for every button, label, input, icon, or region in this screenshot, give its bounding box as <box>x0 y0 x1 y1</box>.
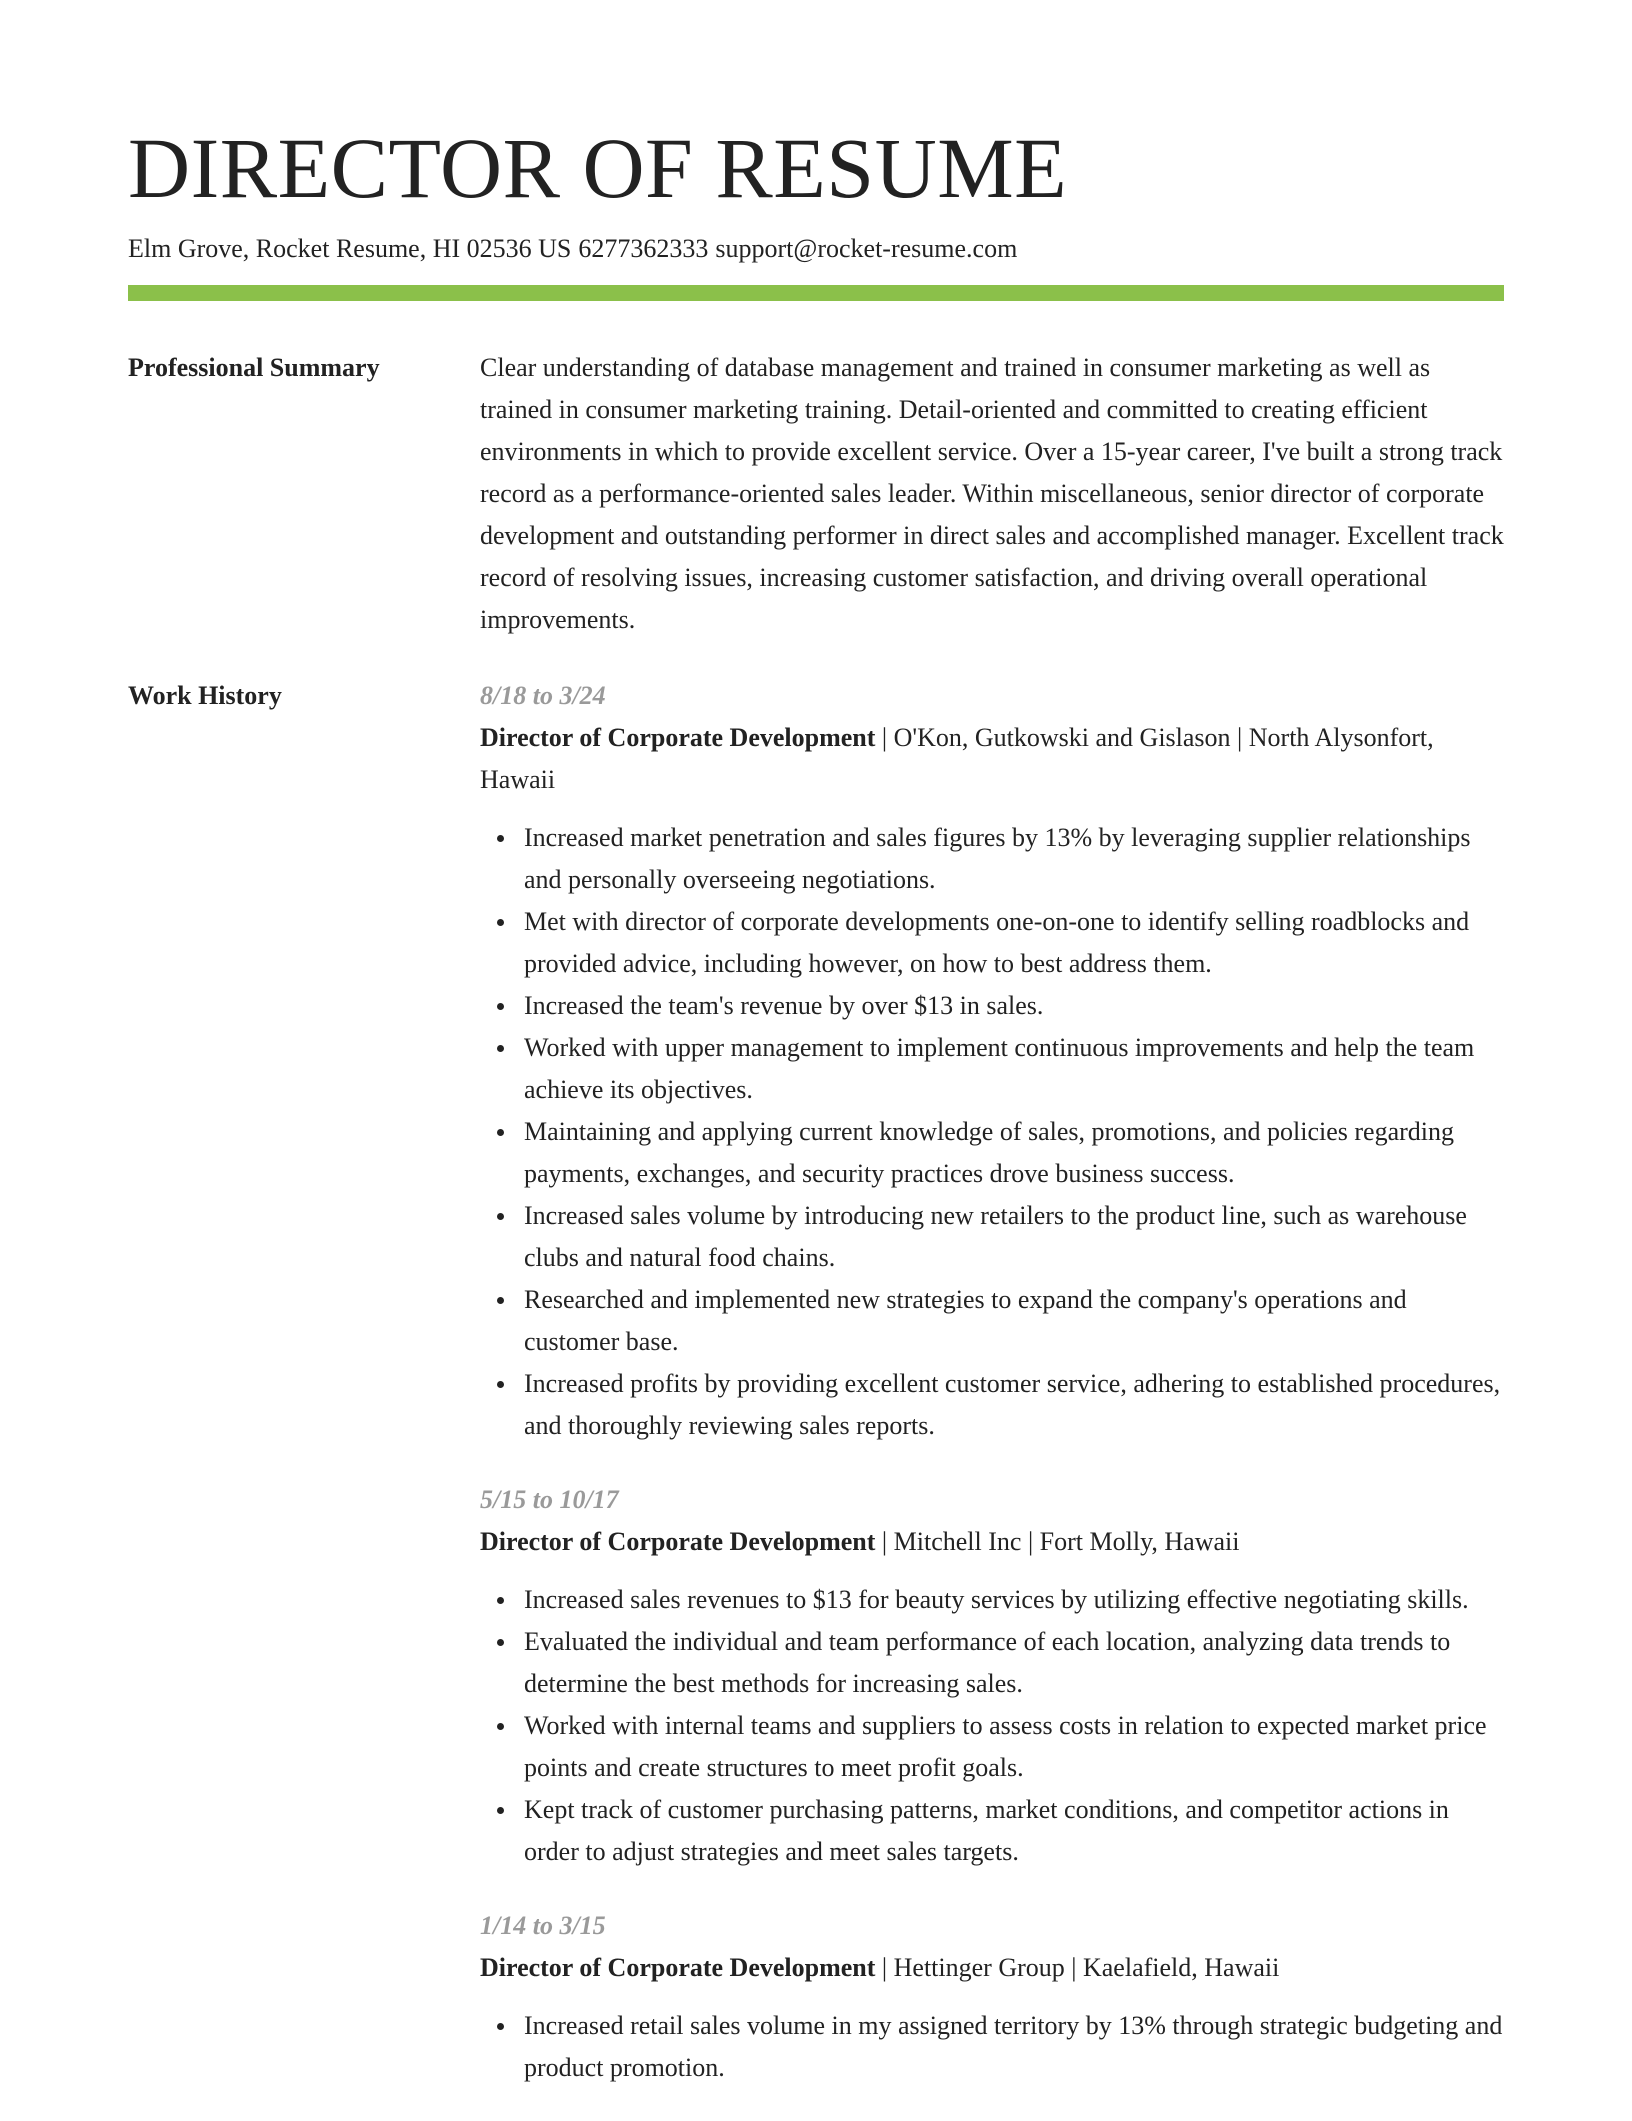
contact-line <box>128 231 1024 267</box>
job-bullet: Worked with upper management to implement continuous improvements and help the team achieve its objectives. <box>524 1027 1504 1111</box>
job-bullet: Met with director of corporate developments one-on-one to identify selling roadblocks and provided advice, including however, on how to best address them. <box>524 901 1504 985</box>
job-bullet: Evaluated the individual and team performance of each location, analyzing data trends to determine the best methods for increasing sales. <box>524 1621 1504 1705</box>
job-bullet-list <box>480 817 1504 1447</box>
job-company: Mitchell Inc <box>893 1527 1022 1556</box>
job-heading: Director of Corporate Development | Hettinger Group | Kaelafield, Hawaii <box>480 1953 1280 1982</box>
job-heading: Director of Corporate Development | Mitchell Inc | Fort Molly, Hawaii <box>480 1527 1240 1556</box>
job-entry <box>480 675 1504 1447</box>
job-title: Director of Corporate Development <box>480 1527 876 1556</box>
job-bullet: Worked with internal teams and suppliers to assess costs in relation to expected market price points and create structures to meet profit goals. <box>524 1705 1504 1789</box>
job-bullet-list <box>480 1579 1504 1873</box>
job-bullet: Maintaining and applying current knowledge of sales, promotions, and policies regarding payments, exchanges, and security practices drove business success. <box>524 1111 1504 1195</box>
job-entry <box>480 1905 1504 2089</box>
job-company: Hettinger Group <box>893 1953 1065 1982</box>
job-location: Kaelafield, Hawaii <box>1082 1953 1280 1982</box>
contact-email: support@rocket-resume.com <box>715 234 1018 263</box>
professional-summary-section <box>480 347 1504 641</box>
job-heading: Director of Corporate Development | O'Kon, Gutkowski and Gislason | North Alysonfort, Hawaii <box>480 723 1434 794</box>
job-location: North Alysonfort, Hawaii <box>480 723 1434 794</box>
job-bullet-list <box>480 2005 1504 2089</box>
work-history-section <box>480 675 1504 2121</box>
work-history-label: Work History <box>128 681 282 710</box>
contact-phone: 6277362333 <box>578 234 709 263</box>
job-bullet: Increased sales volume by introducing new retailers to the product line, such as warehouse clubs and natural food chains. <box>524 1195 1504 1279</box>
job-dates: 1/14 to 3/15 <box>480 1911 606 1940</box>
job-title: Director of Corporate Development <box>480 1953 876 1982</box>
job-location: Fort Molly, Hawaii <box>1039 1527 1240 1556</box>
professional-summary-label: Professional Summary <box>128 353 380 382</box>
job-bullet: Increased market penetration and sales figures by 13% by leveraging supplier relationships and personally overseeing negotiations. <box>524 817 1504 901</box>
job-bullet: Increased sales revenues to $13 for beauty services by utilizing effective negotiating skills. <box>524 1579 1504 1621</box>
job-bullet: Increased profits by providing excellent customer service, adhering to established procedures, and thoroughly reviewing sales reports. <box>524 1363 1504 1447</box>
job-dates: 5/15 to 10/17 <box>480 1485 619 1514</box>
job-company: O'Kon, Gutkowski and Gislason <box>893 723 1231 752</box>
resume-name: DIRECTOR OF RESUME <box>128 120 1068 216</box>
job-bullet: Increased the team's revenue by over $13 in sales. <box>524 985 1504 1027</box>
header-divider <box>128 285 1504 301</box>
job-bullet: Increased retail sales volume in my assigned territory by 13% through strategic budgeting and product promotion. <box>524 2005 1504 2089</box>
professional-summary-text: Clear understanding of database management and trained in consumer marketing as well as trained in consumer marketing training. Detail-oriented and committed to creating efficient environments in which to provide excellent service. Over a 15-year career, I've built a strong track record as a performance-oriented sales leader. Within miscellaneous, senior director of corporate development and outstanding performer in direct sales and accomplished manager. Excellent track record of resolving issues, increasing customer satisfaction, and driving overall operational improvements. <box>480 353 1504 634</box>
contact-address: Elm Grove, Rocket Resume, HI 02536 US <box>128 234 572 263</box>
job-bullet: Kept track of customer purchasing patterns, market conditions, and competitor actions in order to adjust strategies and meet sales targets. <box>524 1789 1504 1873</box>
job-dates: 8/18 to 3/24 <box>480 681 606 710</box>
job-title: Director of Corporate Development <box>480 723 876 752</box>
job-bullet: Researched and implemented new strategies to expand the company's operations and customer base. <box>524 1279 1504 1363</box>
job-entry <box>480 1479 1504 1873</box>
